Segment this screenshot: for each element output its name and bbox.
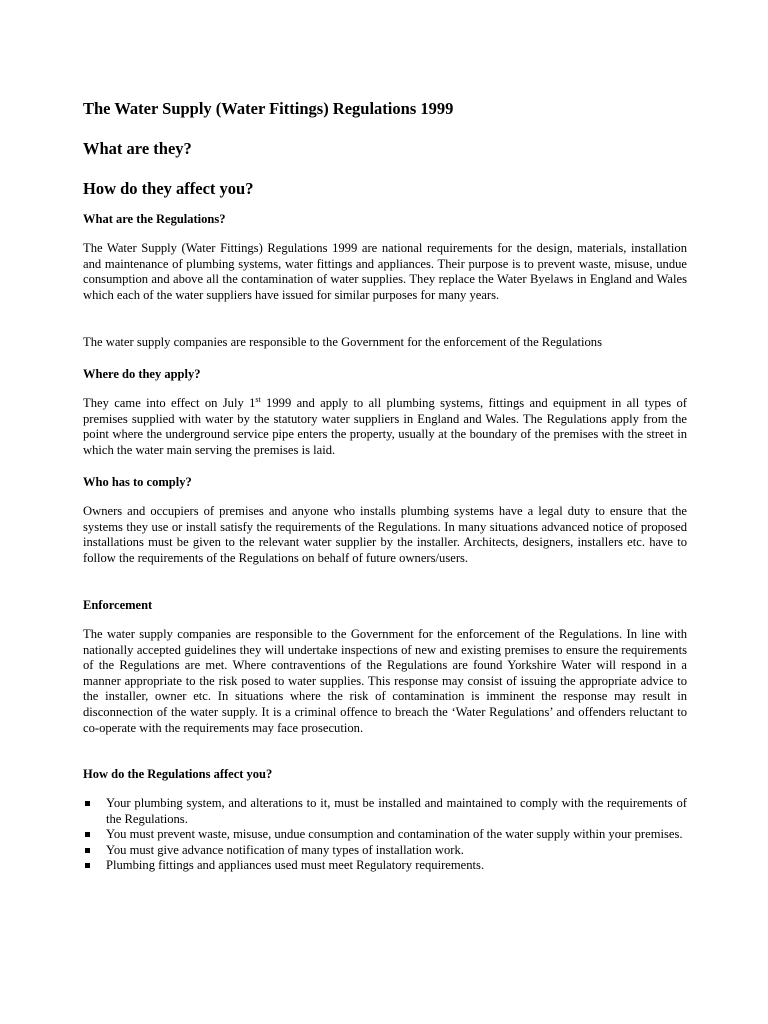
square-bullet-icon <box>85 801 90 806</box>
list-item <box>83 843 687 859</box>
paragraph-what-are-regulations: The Water Supply (Water Fittings) Regulations 1999 are national requirements for the design, materials, installation and maintenance of plumbing systems, water fittings and appliances. Their purpose is to prevent waste, misuse, undue consumption and above all the contamination of water supplies. They replace the Water Byelaws in England and Wales which each of the water suppliers have issued for similar purposes for many years. <box>83 241 687 302</box>
where-apply-lead: They came into effect on July 1 <box>83 396 256 410</box>
paragraph-enforcement-summary: The water supply companies are responsible to the Government for the enforcement of the Regulations <box>83 335 602 349</box>
square-bullet-icon <box>85 863 90 868</box>
heading-enforcement: Enforcement <box>83 598 153 612</box>
paragraph-who-comply: Owners and occupiers of premises and anyone who installs plumbing systems have a legal duty to ensure that the systems they use or install satisfy the requirements of the Regulations. In many situations advanced notice of proposed installations must be given to the relevant water supplier by the installer. Architects, designers, installers etc. have to follow the requirements of the Regulations on behalf of future owners/users. <box>83 504 687 565</box>
document-title: The Water Supply (Water Fittings) Regulations 1999 <box>83 99 454 118</box>
list-item <box>83 827 687 843</box>
list-item <box>83 796 687 827</box>
bullet-text: You must give advance notification of many types of installation work. <box>106 842 464 857</box>
heading-where-apply: Where do they apply? <box>83 367 201 381</box>
bullet-text: Plumbing fittings and appliances used must meet Regulatory requirements. <box>106 858 485 873</box>
regulations-bullet-list <box>83 796 687 874</box>
document-subtitle-what: What are they? <box>83 139 192 158</box>
heading-how-affect: How do the Regulations affect you? <box>83 767 273 781</box>
list-item <box>83 858 687 874</box>
heading-who-comply: Who has to comply? <box>83 475 192 489</box>
bullet-text: Your plumbing system, and alterations to it, must be installed and maintained to comply with the requirements of the Regulations. <box>106 796 687 826</box>
paragraph-where-apply <box>83 396 687 458</box>
bullet-text: You must prevent waste, misuse, undue consumption and contamination of the water supply within your premises. <box>106 827 683 842</box>
square-bullet-icon <box>85 832 90 837</box>
paragraph-enforcement: The water supply companies are responsible to the Government for the enforcement of the Regulations. In line with nationally accepted guidelines they will undertake inspections of new and existing premises to ensure the requirements of the Regulations are met. Where contraventions of the Regulations are found Yorkshire Water will respond in a manner appropriate to the risk posed to water supplies. This response may consist of issuing the appropriate advice to the installer, owner etc. In situations where the risk of contamination is imminent the response may result in disconnection of the water supply. It is a criminal offence to breach the ‘Water Regulations’ and offenders reluctant to co-operate with the requirements may face prosecution. <box>83 627 687 735</box>
heading-what-are-regulations: What are the Regulations? <box>83 212 226 226</box>
where-apply-ordinal: st <box>255 395 261 404</box>
document-subtitle-how: How do they affect you? <box>83 179 254 198</box>
where-apply-rest: 1999 and apply to all plumbing systems, fittings and equipment in all types of premises supplied with water by the statutory water suppliers in England and Wales. The Regulations apply from the point where the underground service pipe enters the property, usually at the boundary of the premises with the street in which the water main serving the premises is laid. <box>83 396 687 457</box>
square-bullet-icon <box>85 848 90 853</box>
